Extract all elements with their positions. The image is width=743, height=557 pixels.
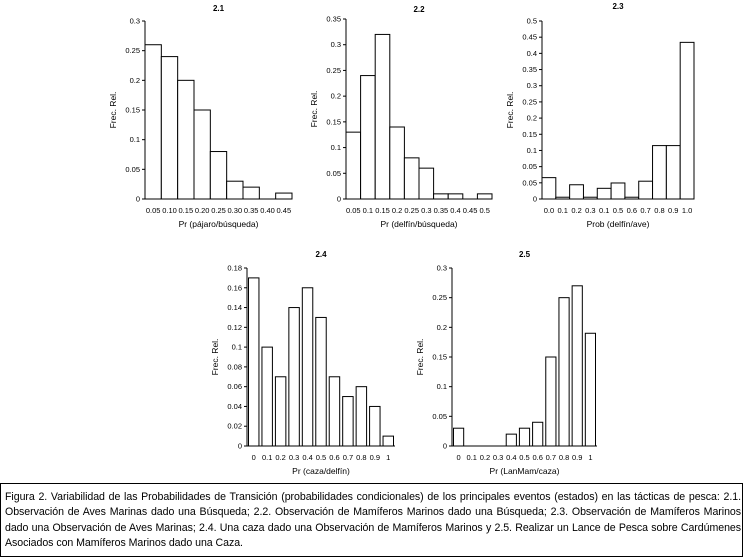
chart-title: 2.4 bbox=[315, 250, 327, 259]
y-tick-label: 0.15 bbox=[522, 129, 537, 139]
y-tick-label: 0 bbox=[442, 441, 447, 451]
y-tick-label: 0.2 bbox=[526, 113, 537, 123]
y-tick-label: 0.45 bbox=[522, 32, 537, 42]
bar bbox=[145, 45, 161, 199]
y-tick-label: 0.16 bbox=[227, 283, 242, 293]
bar bbox=[666, 146, 680, 199]
x-tick-label: 0.8 bbox=[356, 453, 367, 462]
y-tick-label: 0.08 bbox=[227, 362, 242, 372]
figure-caption: Figura 2. Variabilidad de las Probabilidades de Transición (probabilidades condicionales) de los principales eventos (estados) en las tácticas de pesca: 2.1. Observación de Aves Marinas dado una Búsqueda; 2.2. Observación de Mamíferos Marinos dado una Búsqueda; 2.3. Observación de Mamíferos Marinos dado una Observación de Aves Marinas; 2.4. Una caza dado una Observación de Mamíferos Marinos y 2.5. Realizar un Lance de Pesca sobre Cardúmenes Asociados con Mamíferos Marinos dado una Caza. bbox=[5, 491, 741, 550]
x-tick-label: 0.6 bbox=[532, 453, 543, 462]
bar bbox=[289, 308, 299, 446]
bar bbox=[572, 286, 582, 446]
bar bbox=[329, 377, 339, 446]
chart-2-2-svg bbox=[300, 0, 500, 235]
x-tick-label: 0.15 bbox=[375, 206, 390, 215]
x-axis-label: Pr (delfín/búsqueda) bbox=[380, 219, 458, 229]
y-tick-label: 0 bbox=[237, 441, 242, 451]
y-tick-label: 0 bbox=[532, 194, 537, 204]
x-tick-label: 0.6 bbox=[626, 206, 638, 215]
y-tick-label: 0.2 bbox=[330, 91, 341, 101]
x-tick-label: 0.25 bbox=[211, 206, 226, 215]
x-tick-label: 0.3 bbox=[288, 453, 300, 462]
bar bbox=[390, 127, 405, 199]
x-tick-label: 0.9 bbox=[572, 453, 583, 462]
y-axis-label: Frec. Rel. bbox=[309, 90, 319, 128]
x-tick-label: 0.4 bbox=[506, 453, 517, 462]
x-tick-label: 0.2 bbox=[571, 206, 582, 215]
y-tick-label: 0 bbox=[336, 194, 341, 204]
chart-2-1 bbox=[100, 0, 305, 235]
bar bbox=[653, 146, 667, 199]
y-tick-label: 0.1 bbox=[129, 135, 140, 145]
bar bbox=[556, 197, 570, 199]
x-tick-label: 0.1 bbox=[557, 206, 568, 215]
x-tick-label: 0.05 bbox=[345, 206, 361, 215]
chart-2-1-svg bbox=[100, 0, 305, 235]
bar bbox=[404, 158, 419, 199]
x-tick-label: 0.7 bbox=[640, 206, 651, 215]
x-tick-label: 0.35 bbox=[243, 206, 259, 215]
x-tick-label: 0.30 bbox=[227, 206, 243, 215]
x-tick-label: 0 bbox=[251, 453, 256, 462]
x-tick-label: 1 bbox=[386, 453, 391, 462]
x-tick-label: 0.4 bbox=[450, 206, 461, 215]
y-axis-label: Frec. Rel. bbox=[415, 338, 425, 376]
y-tick-label: 0.05 bbox=[432, 411, 447, 421]
chart-2-5 bbox=[410, 246, 615, 481]
x-tick-label: 0.0 bbox=[543, 206, 555, 215]
x-tick-label: 0.9 bbox=[369, 453, 381, 462]
bar bbox=[448, 194, 463, 199]
bar bbox=[361, 76, 376, 199]
chart-2-3-svg bbox=[505, 0, 705, 235]
bar bbox=[383, 436, 393, 446]
bar bbox=[210, 152, 226, 199]
y-tick-label: 0.05 bbox=[326, 168, 341, 178]
x-tick-label: 0.5 bbox=[519, 453, 530, 462]
x-tick-label: 0.10 bbox=[162, 206, 177, 215]
bar bbox=[375, 34, 390, 199]
x-tick-label: 0.7 bbox=[342, 453, 354, 462]
y-tick-label: 0.3 bbox=[436, 263, 447, 273]
y-tick-label: 0.35 bbox=[522, 65, 537, 75]
y-tick-label: 0.14 bbox=[227, 303, 242, 313]
y-tick-label: 0.1 bbox=[526, 145, 537, 155]
y-tick-label: 0.05 bbox=[125, 164, 140, 174]
x-tick-label: 0.45 bbox=[276, 206, 292, 215]
y-tick-label: 0.4 bbox=[526, 48, 537, 58]
y-tick-label: 0.02 bbox=[227, 421, 242, 431]
x-tick-label: 0.3 bbox=[492, 453, 504, 462]
y-tick-label: 0.2 bbox=[436, 322, 447, 332]
chart-title: 2.1 bbox=[212, 4, 225, 13]
y-tick-label: 0.25 bbox=[125, 46, 140, 56]
bar bbox=[302, 288, 312, 446]
chart-title: 2.2 bbox=[413, 5, 425, 14]
x-tick-label: 0.1 bbox=[362, 206, 374, 215]
bar bbox=[276, 193, 292, 199]
y-tick-label: 0.2 bbox=[129, 75, 140, 85]
bar bbox=[611, 183, 625, 199]
bar bbox=[533, 422, 543, 446]
bar bbox=[194, 110, 210, 199]
y-tick-label: 0 bbox=[135, 194, 140, 204]
x-tick-label: 0.40 bbox=[260, 206, 275, 215]
bar bbox=[585, 333, 595, 446]
bar bbox=[346, 132, 361, 199]
bar bbox=[370, 406, 380, 446]
bar bbox=[542, 178, 556, 199]
bar bbox=[243, 187, 259, 199]
x-tick-label: 0.20 bbox=[194, 206, 210, 215]
x-tick-label: 0.8 bbox=[558, 453, 570, 462]
y-tick-label: 0.05 bbox=[522, 178, 537, 188]
y-tick-label: 0.05 bbox=[522, 162, 537, 172]
y-tick-label: 0.1 bbox=[436, 382, 447, 392]
chart-2-5-svg bbox=[410, 246, 615, 481]
y-tick-label: 0.06 bbox=[227, 382, 242, 392]
bar bbox=[546, 357, 556, 446]
x-tick-label: 0.8 bbox=[654, 206, 665, 215]
x-tick-label: 0.45 bbox=[462, 206, 478, 215]
x-tick-label: 0.1 bbox=[598, 206, 610, 215]
x-tick-label: 0.2 bbox=[275, 453, 286, 462]
x-tick-label: 0.2 bbox=[391, 206, 403, 215]
y-tick-label: 0.15 bbox=[326, 117, 341, 127]
chart-2-3 bbox=[505, 0, 705, 235]
y-tick-label: 0.3 bbox=[129, 16, 140, 26]
bar bbox=[316, 317, 326, 446]
x-tick-label: 0.5 bbox=[315, 453, 327, 462]
chart-2-4-svg bbox=[205, 246, 410, 481]
x-tick-label: 0.6 bbox=[329, 453, 340, 462]
y-tick-label: 0.12 bbox=[227, 322, 242, 332]
x-tick-label: 0.4 bbox=[302, 453, 313, 462]
bar bbox=[680, 42, 694, 199]
y-tick-label: 0.3 bbox=[526, 81, 537, 91]
x-tick-label: 0.1 bbox=[261, 453, 273, 462]
x-tick-label: 0.3 bbox=[421, 206, 432, 215]
y-tick-label: 0.25 bbox=[432, 293, 447, 303]
x-tick-label: 0.25 bbox=[404, 206, 420, 215]
x-tick-label: 1 bbox=[588, 453, 593, 462]
bar bbox=[262, 347, 272, 446]
x-tick-label: 0.15 bbox=[178, 206, 194, 215]
x-tick-label: 0.7 bbox=[545, 453, 557, 462]
y-tick-label: 0.25 bbox=[326, 65, 341, 75]
y-tick-label: 0.15 bbox=[432, 352, 447, 362]
bar bbox=[477, 194, 492, 199]
x-tick-label: 1.0 bbox=[681, 206, 693, 215]
bar bbox=[275, 377, 285, 446]
bar bbox=[519, 428, 529, 446]
x-tick-label: 0 bbox=[456, 453, 461, 462]
x-axis-label: Pr (caza/delfín) bbox=[292, 466, 350, 476]
y-axis-label: Frec. Rel. bbox=[210, 338, 220, 376]
x-tick-label: 0.3 bbox=[585, 206, 596, 215]
bar bbox=[343, 397, 353, 446]
chart-2-4 bbox=[205, 246, 410, 481]
y-axis-label: Frec. Rel. bbox=[505, 91, 515, 129]
y-tick-label: 0.5 bbox=[526, 16, 537, 26]
y-tick-label: 0.18 bbox=[227, 263, 242, 273]
x-tick-label: 0.1 bbox=[466, 453, 477, 462]
bar bbox=[227, 181, 243, 199]
bar bbox=[639, 181, 653, 199]
x-tick-label: 0.5 bbox=[479, 206, 490, 215]
x-tick-label: 0.2 bbox=[479, 453, 491, 462]
bar bbox=[625, 197, 639, 199]
bar bbox=[249, 278, 259, 446]
bar bbox=[597, 188, 611, 199]
x-axis-label: Prob (delfín/ave) bbox=[586, 219, 650, 229]
x-tick-label: 0.05 bbox=[145, 206, 161, 215]
bar bbox=[454, 428, 464, 446]
bar bbox=[419, 168, 434, 199]
x-tick-label: 0.5 bbox=[612, 206, 624, 215]
chart-2-2 bbox=[300, 0, 500, 235]
bar bbox=[570, 185, 584, 199]
bar bbox=[583, 197, 597, 199]
bar bbox=[506, 434, 516, 446]
bar bbox=[161, 57, 177, 199]
chart-title: 2.5 bbox=[518, 250, 531, 259]
bar bbox=[434, 194, 449, 199]
bar bbox=[356, 387, 366, 446]
y-tick-label: 0.1 bbox=[330, 143, 341, 153]
bar bbox=[178, 80, 194, 199]
y-tick-label: 0.04 bbox=[227, 401, 242, 411]
x-axis-label: Pr (LanMam/caza) bbox=[489, 466, 560, 476]
bar bbox=[559, 298, 569, 446]
y-tick-label: 0.3 bbox=[330, 40, 341, 50]
x-axis-label: Pr (pájaro/búsqueda) bbox=[178, 219, 259, 229]
y-tick-label: 0.1 bbox=[231, 342, 242, 352]
y-tick-label: 0.35 bbox=[326, 14, 341, 24]
x-tick-label: 0.35 bbox=[433, 206, 449, 215]
y-tick-label: 0.15 bbox=[125, 105, 140, 115]
chart-title: 2.3 bbox=[612, 2, 624, 11]
y-axis-label: Frec. Rel. bbox=[108, 91, 118, 129]
y-tick-label: 0.25 bbox=[522, 97, 537, 107]
x-tick-label: 0.9 bbox=[668, 206, 679, 215]
